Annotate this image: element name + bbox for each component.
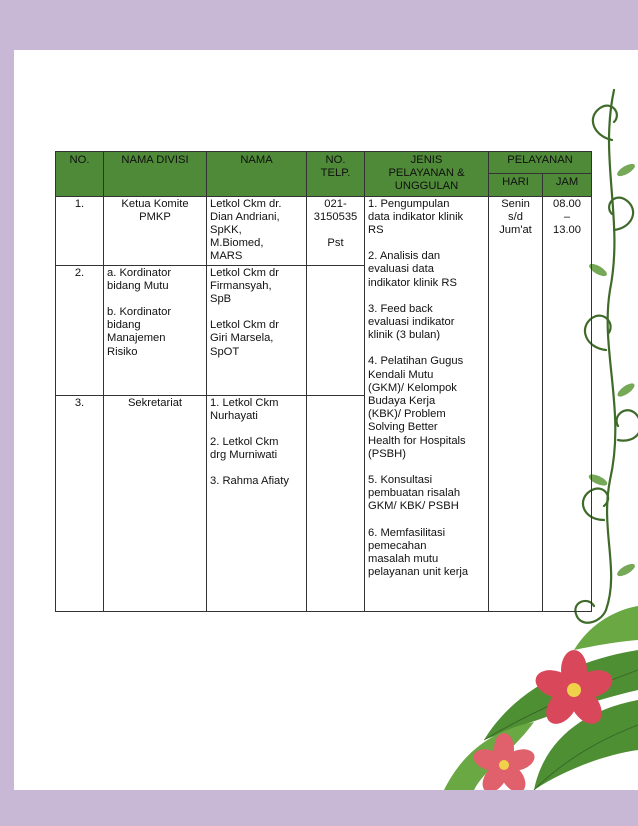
committee-table: [55, 151, 592, 612]
member-name: [207, 265, 307, 395]
phone-number: [307, 395, 365, 611]
table-row: [56, 196, 592, 265]
member-sub-item: 2. Letkol Ckm drg Murniwati: [210, 436, 279, 462]
service-list: [365, 196, 489, 611]
service-item: 3. Feed back evaluasi indikator klinik (3 bulan): [368, 302, 455, 342]
member-sub-item: Letkol Ckm dr Giri Marsela, SpOT: [210, 319, 280, 358]
header-pelayanan: PELAYANAN: [489, 152, 592, 174]
document-page: [14, 50, 638, 790]
service-item: 4. Pelatihan Gugus Kendali Mutu (GKM)/ Kelompok Budaya Kerja (KBK)/ Problem Solving Better Health for Hospitals (PSBH): [368, 355, 466, 460]
header-jenis-pelayanan: JENIS PELAYANAN & UNGGULAN: [365, 152, 489, 197]
header-jam: JAM: [543, 174, 592, 196]
palm-leaf-icon: [444, 606, 638, 790]
header-no-telp: NO. TELP.: [307, 152, 365, 197]
division-name: Sekretariat: [104, 395, 207, 611]
row-number: 3.: [56, 395, 104, 611]
service-item: 2. Analisis dan evaluasi data indikator klinik RS: [368, 250, 457, 289]
header-no: NO.: [56, 152, 104, 197]
service-hours: 08.00 – 13.00: [543, 196, 592, 611]
member-name: [207, 395, 307, 611]
header-hari: HARI: [489, 174, 543, 196]
header-nama-divisi: NAMA DIVISI: [104, 152, 207, 197]
division-name: Ketua Komite PMKP: [104, 196, 207, 265]
service-item: 6. Memfasilitasi pemecahan masalah mutu pelayanan unit kerja: [368, 526, 469, 579]
service-item: 5. Konsultasi pembuatan risalah GKM/ KBK/ PSBH: [368, 474, 461, 513]
member-sub-item: Letkol Ckm dr Firmansyah, SpB: [210, 266, 280, 306]
division-name: [104, 265, 207, 395]
hibiscus-icon: [471, 733, 538, 790]
member-name: Letkol Ckm dr. Dian Andriani, SpKK, M.Biomed, MARS: [207, 196, 307, 265]
service-item: 1. Pengumpulan data indikator klinik RS: [368, 197, 464, 237]
phone-number: 021- 3150535 Pst: [307, 196, 365, 265]
member-sub-item: 1. Letkol Ckm Nurhayati: [210, 396, 279, 422]
service-days: Senin s/d Jum'at: [489, 196, 543, 611]
header-nama: NAMA: [207, 152, 307, 197]
row-number: 1.: [56, 196, 104, 265]
row-number: 2.: [56, 265, 104, 395]
division-sub-item: b. Kordinator bidang Manajemen Risiko: [107, 306, 172, 358]
phone-number: [307, 265, 365, 395]
division-sub-item: a. Kordinator bidang Mutu: [107, 266, 172, 292]
member-sub-item: 3. Rahma Afiaty: [210, 475, 289, 488]
